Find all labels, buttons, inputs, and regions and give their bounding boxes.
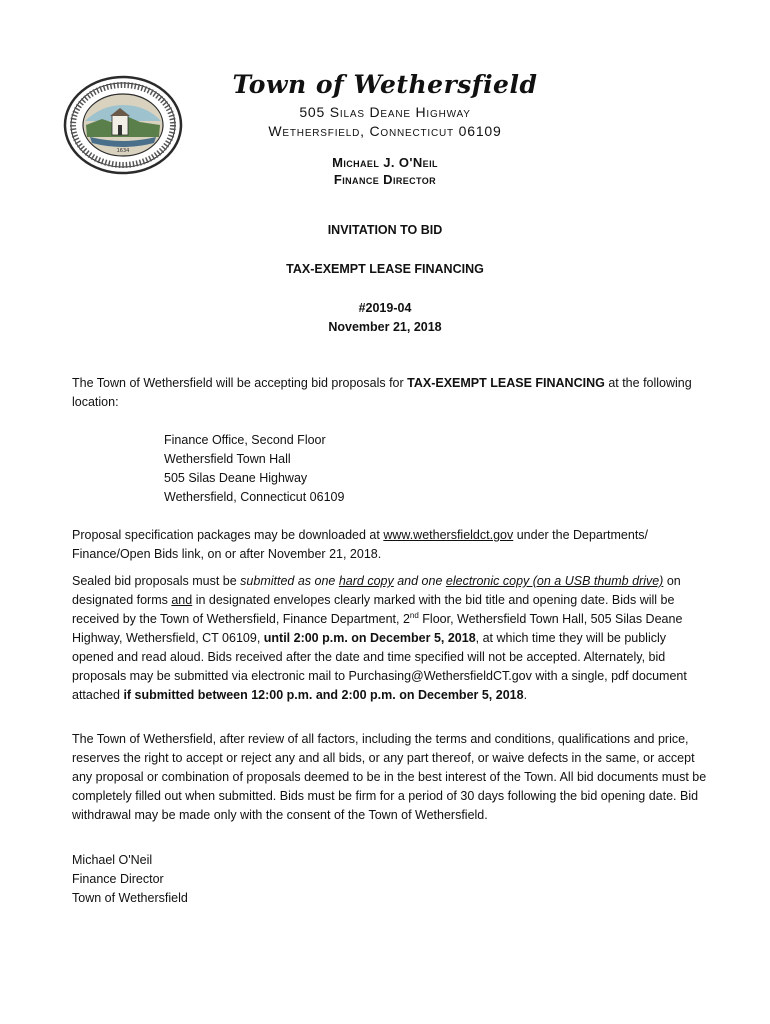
review-paragraph: The Town of Wethersfield, after review of all factors, including the terms and conditions, qualifications and price, reserves the right to accept or reject any and all bids, or any part thereof, or waive defects in the same, or accept any proposal or combination of proposals deemed to be in the best interest of the Town. All bid documents must be completely filled out when submitted. Bids must be firm for a period of 30 days following the bid opening date. Bid withdrawal may be made only with the consent of the Town of Wethersfield. xyxy=(72,732,707,822)
bid-location-address xyxy=(164,431,344,507)
download-paragraph xyxy=(72,526,707,564)
intro-paragraph xyxy=(72,374,707,412)
signature-org: Town of Wethersfield xyxy=(72,891,188,905)
invitation-heading: INVITATION TO BID xyxy=(327,223,443,237)
letterhead xyxy=(200,70,570,188)
intro-text-after: at the following location: xyxy=(72,376,692,409)
location-line2: Wethersfield Town Hall xyxy=(164,452,291,466)
sealed-hard-copy: hard copy xyxy=(338,574,394,588)
download-text-after: under the Departments/ Finance/Open Bids link, on or after November 21, 2018. xyxy=(72,528,649,561)
director-name: Michael J. O'Neil xyxy=(332,155,438,170)
sealed-t4: and one xyxy=(393,574,446,588)
letterhead-address-line2: Wethersfield, Connecticut 06109 xyxy=(268,123,502,139)
letterhead-address-line1: 505 Silas Deane Highway xyxy=(299,104,471,120)
sealed-t10: Floor, Wethersfield Town Hall, 505 Silas Deane Highway, Wethersfield, CT 06109, xyxy=(72,612,683,645)
download-text-before: Proposal specification packages may be downloaded at xyxy=(72,528,384,542)
bid-number: #2019-04 xyxy=(358,301,412,315)
sealed-t8: in designated envelopes clearly marked with the bid title and opening date. Bids will be received by the Town of Wethersfield, Finance Department, 2 xyxy=(72,593,675,626)
intro-bold-title: TAX-EXEMPT LEASE FINANCING xyxy=(407,376,605,390)
sealed-deadline: until 2:00 p.m. on December 5, 2018 xyxy=(263,631,476,645)
signature-block xyxy=(72,851,707,908)
location-line1: Finance Office, Second Floor xyxy=(164,433,326,447)
sealed-t2: submitted as one xyxy=(240,574,339,588)
director-title: Finance Director xyxy=(333,172,437,187)
sealed-t14: . xyxy=(523,688,528,702)
sealed-and: and xyxy=(171,593,193,607)
location-line4: Wethersfield, Connecticut 06109 xyxy=(164,490,345,504)
sealed-email-window: if submitted between 12:00 p.m. and 2:00 p.m. on December 5, 2018 xyxy=(123,688,524,702)
bid-number-block xyxy=(0,299,770,337)
website-link[interactable]: www.wethersfieldct.gov xyxy=(383,528,514,542)
sealed-bids-paragraph xyxy=(72,572,707,705)
sealed-t6: on designated forms xyxy=(72,574,681,607)
svg-text:1634: 1634 xyxy=(116,148,130,154)
sealed-electronic-copy: electronic copy (on a USB thumb drive) xyxy=(445,574,664,588)
sealed-t1: Sealed bid proposals must be xyxy=(72,574,241,588)
signature-title: Finance Director xyxy=(72,872,164,886)
bid-title-heading: TAX-EXEMPT LEASE FINANCING xyxy=(286,262,484,276)
sealed-superscript: nd xyxy=(409,610,419,620)
intro-text-before: The Town of Wethersfield will be accepting bid proposals for xyxy=(72,376,408,390)
town-title: Town of Wethersfield xyxy=(232,70,538,99)
bid-date: November 21, 2018 xyxy=(328,320,442,334)
sealed-t12: , at which time they will be publicly opened and read aloud. Bids received after the date and time specified will not be accepted. Alternately, bid proposals may be submitted via electronic mail to Purchasing@WethersfieldCT.gov with a single, pdf document attached xyxy=(72,631,687,702)
town-seal-icon xyxy=(62,75,184,175)
location-line3: 505 Silas Deane Highway xyxy=(164,471,308,485)
signature-name: Michael O'Neil xyxy=(72,853,153,867)
